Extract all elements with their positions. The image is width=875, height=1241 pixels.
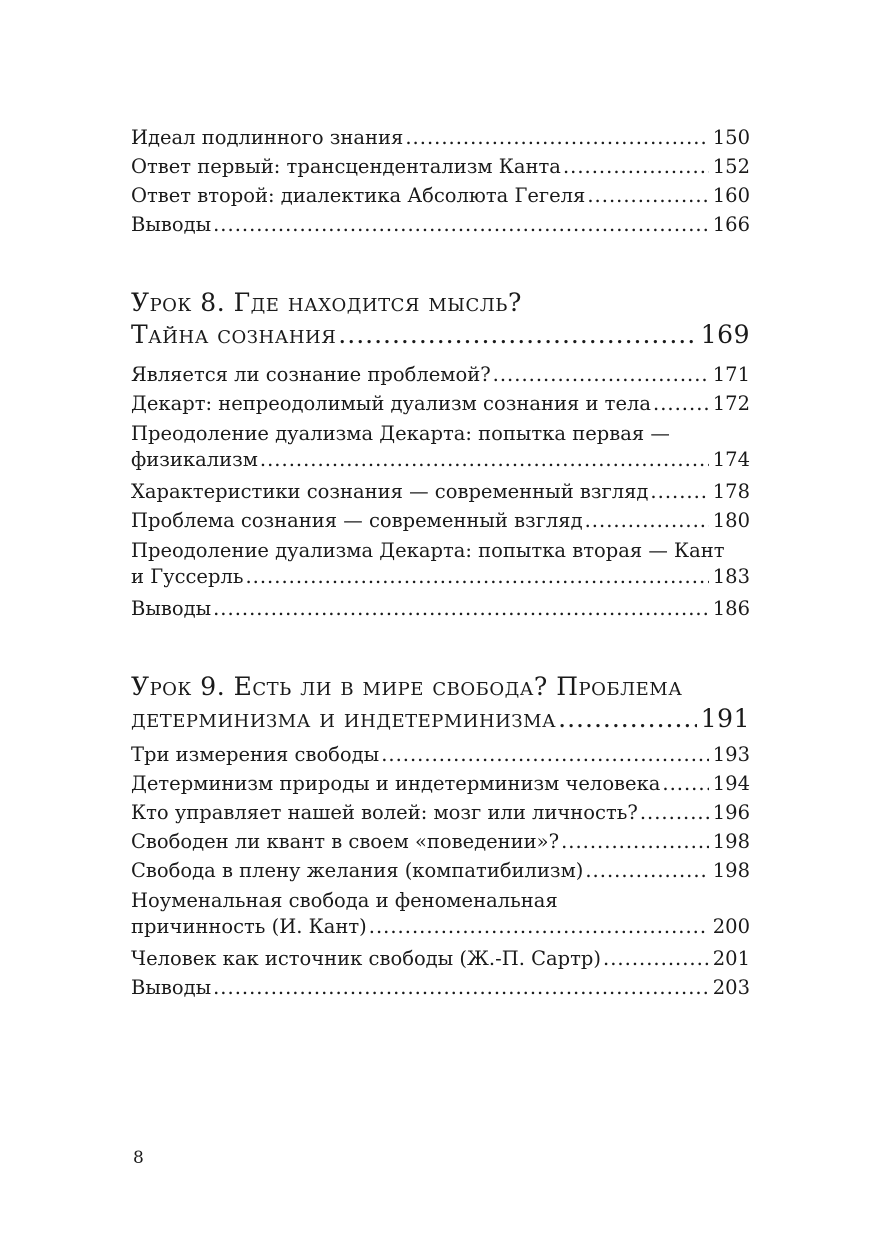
leader-dots: [493, 360, 709, 389]
toc-entry-title: Кто управляет нашей волей: мозг или личность?: [131, 801, 638, 824]
toc-entry-title: Ответ второй: диалектика Абсолюта Гегеля: [131, 184, 586, 207]
leader-dots: [640, 798, 709, 827]
toc-entry-page: 203: [712, 976, 750, 999]
toc-entry-title-line2: физикализм: [131, 448, 258, 471]
leader-dots: [603, 944, 709, 973]
toc-entry-page: 200: [712, 915, 750, 938]
page-number: 8: [133, 1148, 144, 1168]
toc-entry[interactable]: [131, 798, 750, 827]
toc-section-top: [131, 123, 750, 239]
leader-dots: [587, 181, 708, 210]
toc-entry-page: 183: [712, 565, 750, 588]
toc-entry-page: 172: [712, 392, 750, 415]
toc-entry-page: 201: [712, 947, 750, 970]
leader-dots: [563, 152, 709, 181]
leader-dots: [369, 914, 709, 940]
toc-entry-page: 194: [712, 772, 750, 795]
toc-entry-title: Характеристики сознания — современный взгляд: [131, 480, 649, 503]
lesson9-heading-line2: детерминизма и индетерминизма: [131, 704, 557, 733]
toc-entry-title-line2: причинность (И. Кант): [131, 915, 367, 938]
toc-entry[interactable]: [131, 389, 750, 418]
toc-entry-title: Является ли сознание проблемой?: [131, 363, 491, 386]
toc-entry[interactable]: [131, 477, 750, 506]
leader-dots: [245, 564, 708, 590]
toc-entry-title-line1: Преодоление дуализма Декарта: попытка вторая — Кант: [131, 539, 725, 562]
toc-entry[interactable]: [131, 888, 750, 940]
leader-dots: [381, 740, 709, 769]
toc-entry-title-line2: и Гуссерль: [131, 565, 244, 588]
leader-dots: [260, 447, 709, 473]
toc-entry[interactable]: [131, 538, 750, 590]
toc-entry-page: 160: [712, 184, 750, 207]
lesson8-heading-line2: Тайна сознания: [131, 320, 337, 349]
toc-entry-page: 174: [712, 448, 750, 471]
toc-entry-page: 186: [712, 597, 750, 620]
lesson8-heading-line1: Урок 8. Где находится мысль?: [131, 288, 522, 317]
toc-entry-page: 198: [712, 859, 750, 882]
toc-entry-title: Человек как источник свободы (Ж.-П. Сартр): [131, 947, 602, 970]
toc-entry-page: 180: [712, 509, 750, 532]
toc-entry-page: 171: [712, 363, 750, 386]
toc-entry-title: Декарт: непреодолимый дуализм сознания и тела: [131, 392, 651, 415]
toc-entry[interactable]: [131, 769, 750, 798]
toc-entry[interactable]: [131, 210, 750, 239]
toc-entry-title: Идеал подлинного знания: [131, 126, 404, 149]
toc-entry[interactable]: [131, 973, 750, 1002]
leader-dots: [650, 477, 708, 506]
leader-dots: [213, 973, 709, 1002]
toc-entry-page: 178: [712, 480, 750, 503]
toc-entry[interactable]: [131, 856, 750, 885]
leader-dots: [662, 769, 708, 798]
toc-entry[interactable]: [131, 360, 750, 389]
toc-entry-page: 152: [712, 155, 750, 178]
toc-entry-title: Выводы: [131, 976, 212, 999]
leader-dots: [585, 856, 708, 885]
toc-entry-title: Проблема сознания — современный взгляд: [131, 509, 583, 532]
leader-dots: [558, 703, 697, 735]
leader-dots: [405, 123, 708, 152]
lesson9-heading-line1: Урок 9. Есть ли в мире свобода? Проблема: [131, 672, 683, 701]
toc-entry[interactable]: [131, 152, 750, 181]
lesson9-heading-page: 191: [700, 704, 750, 733]
toc-entry[interactable]: [131, 506, 750, 535]
toc-entry-title: Детерминизм природы и индетерминизм человека: [131, 772, 661, 795]
toc-entry-page: 166: [712, 213, 750, 236]
toc-entry-page: 196: [712, 801, 750, 824]
toc-entry-title: Выводы: [131, 597, 212, 620]
lesson9-entries: [131, 740, 750, 1002]
toc-entry-page: 198: [712, 830, 750, 853]
toc-entry-title: Три измерения свободы: [131, 743, 380, 766]
toc-entry-title-line1: Преодоление дуализма Декарта: попытка первая —: [131, 422, 670, 445]
toc-entry-title: Свобода в плену желания (компатибилизм): [131, 859, 584, 882]
toc-entry[interactable]: [131, 827, 750, 856]
lesson8-heading[interactable]: [131, 287, 750, 351]
toc-entry[interactable]: [131, 123, 750, 152]
leader-dots: [585, 506, 709, 535]
toc-entry-title-line1: Ноуменальная свобода и феноменальная: [131, 889, 558, 912]
toc-entry-page: 193: [712, 743, 750, 766]
toc-entry[interactable]: [131, 594, 750, 623]
toc-entry-page: 150: [712, 126, 750, 149]
leader-dots: [338, 319, 696, 351]
toc-entry-title: Выводы: [131, 213, 212, 236]
toc-entry[interactable]: [131, 181, 750, 210]
lesson8-heading-page: 169: [700, 320, 750, 349]
leader-dots: [213, 210, 709, 239]
lesson8-entries: [131, 360, 750, 623]
leader-dots: [213, 594, 709, 623]
leader-dots: [653, 389, 709, 418]
toc-entry[interactable]: [131, 740, 750, 769]
toc-entry[interactable]: [131, 421, 750, 473]
toc-entry-title: Ответ первый: трансцендентализм Канта: [131, 155, 561, 178]
toc-entry[interactable]: [131, 944, 750, 973]
lesson9-heading[interactable]: [131, 671, 750, 735]
toc-entry-title: Свободен ли квант в своем «поведении»?: [131, 830, 560, 853]
leader-dots: [561, 827, 709, 856]
